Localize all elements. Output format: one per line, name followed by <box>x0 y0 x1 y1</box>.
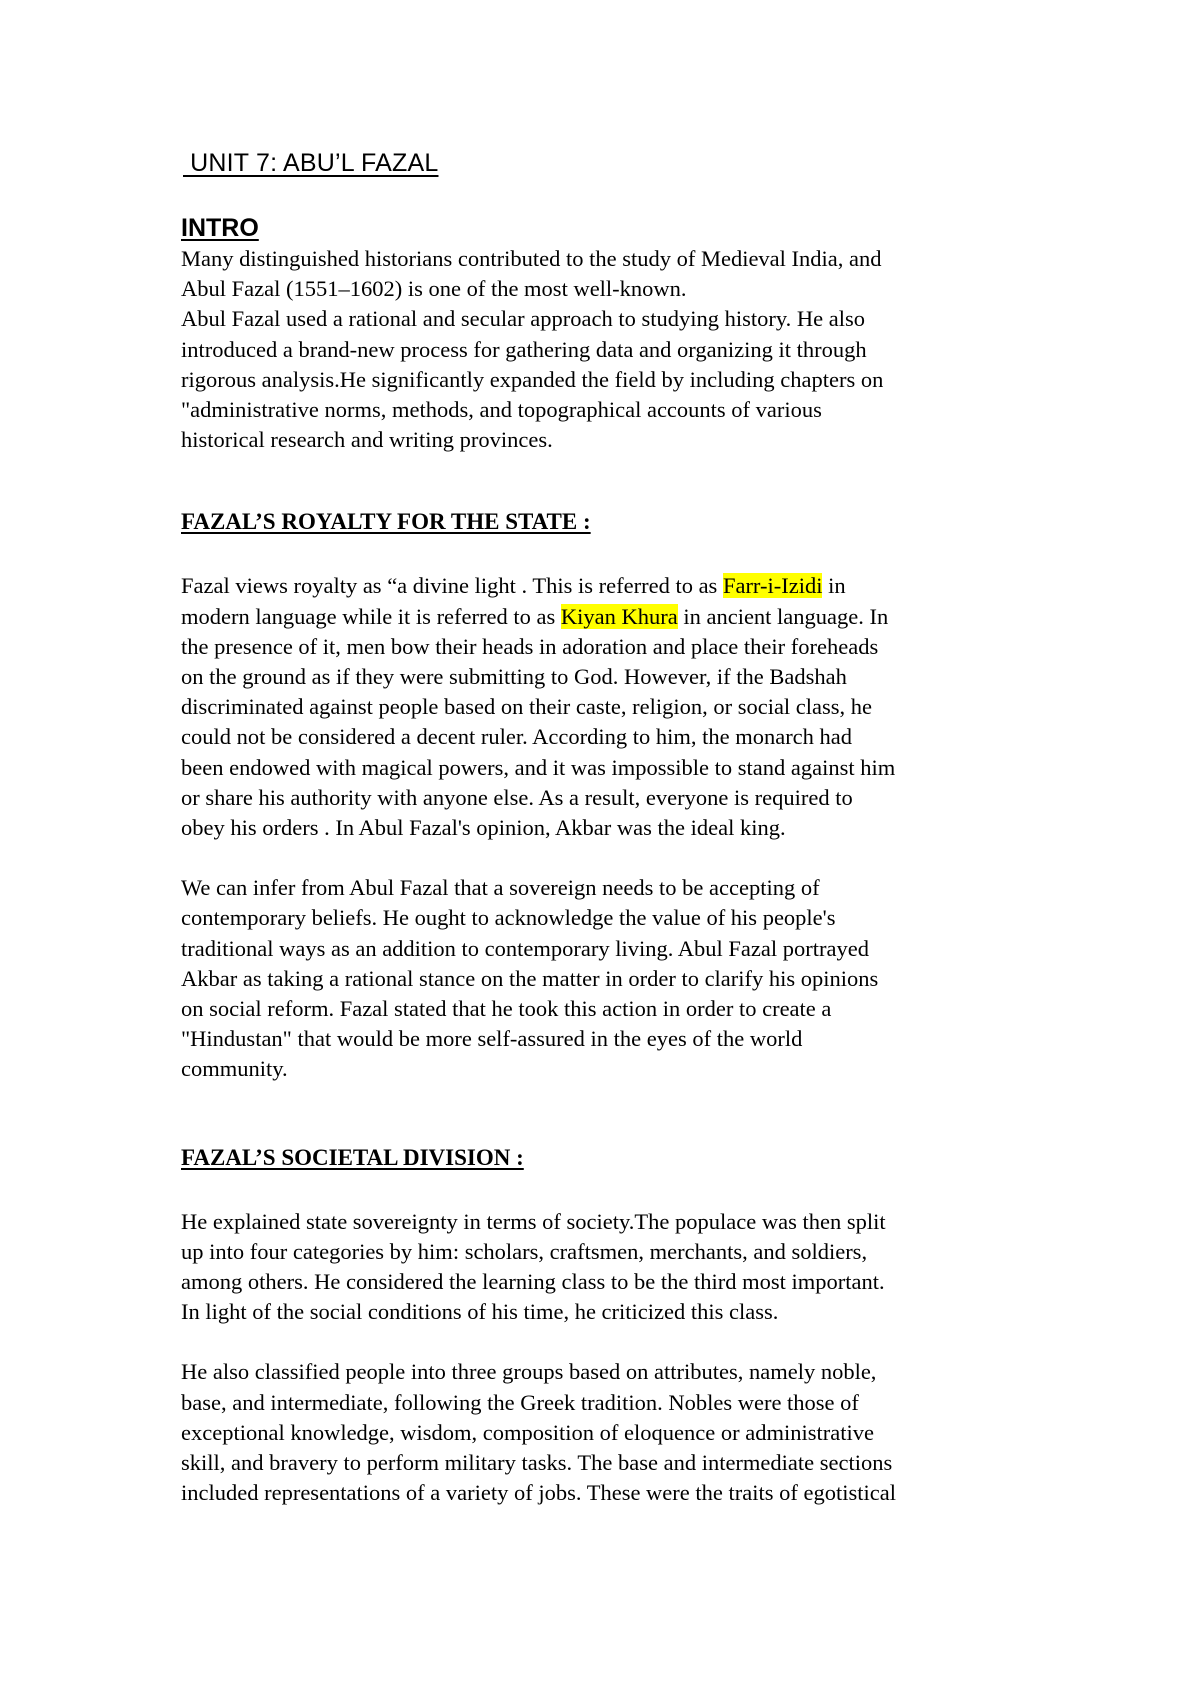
division-paragraph-1 <box>181 1207 1081 1328</box>
division-paragraph-2 <box>181 1357 1081 1508</box>
division-heading: FAZAL’S SOCIETAL DIVISION : <box>181 1144 524 1170</box>
text-line: on the ground as if they were submitting to God. However, if the Badshah <box>181 664 847 690</box>
text-segment: in <box>822 573 846 599</box>
intro-heading: INTRO <box>181 214 259 242</box>
text-line: on social reform. Fazal stated that he took this action in order to create a <box>181 996 832 1022</box>
text-line: introduced a brand-new process for gathering data and organizing it through <box>181 336 867 362</box>
text-line: exceptional knowledge, wisdom, composition of eloquence or administrative <box>181 1419 874 1445</box>
text-segment: modern language while it is referred to as <box>181 603 561 629</box>
text-segment: in ancient language. In <box>677 603 889 629</box>
text-line: or share his authority with anyone else. As a result, everyone is required to <box>181 784 853 810</box>
text-line: Abul Fazal used a rational and secular approach to studying history. He also <box>181 306 865 332</box>
royalty-paragraph-1 <box>181 571 1081 843</box>
text-line: Abul Fazal (1551–1602) is one of the most well-known. <box>181 276 687 302</box>
text-line: contemporary beliefs. He ought to acknowledge the value of his people's <box>181 905 836 931</box>
text-line: been endowed with magical powers, and it was impossible to stand against him <box>181 754 896 780</box>
text-line: historical research and writing provinces. <box>181 427 553 453</box>
royalty-paragraph-2 <box>181 873 1081 1084</box>
text-line: Akbar as taking a rational stance on the matter in order to clarify his opinions <box>181 965 879 991</box>
text-line: included representations of a variety of jobs. These were the traits of egotistical <box>181 1480 896 1506</box>
text-line: base, and intermediate, following the Greek tradition. Nobles were those of <box>181 1389 859 1415</box>
document-page <box>181 148 1081 1509</box>
text-line: the presence of it, men bow their heads in adoration and place their foreheads <box>181 633 879 659</box>
highlighted-term: Kiyan Khura <box>560 603 678 629</box>
text-line: "administrative norms, methods, and topographical accounts of various <box>181 397 822 423</box>
text-line: could not be considered a decent ruler. According to him, the monarch had <box>181 724 853 750</box>
text-line: In light of the social conditions of his time, he criticized this class. <box>181 1299 779 1325</box>
royalty-heading: FAZAL’S ROYALTY FOR THE STATE : <box>181 509 591 535</box>
text-line: rigorous analysis.He significantly expanded the field by including chapters on <box>181 366 884 392</box>
unit-title: UNIT 7: ABU’L FAZAL <box>183 149 439 177</box>
text-line: He also classified people into three groups based on attributes, namely noble, <box>181 1359 877 1385</box>
text-line: up into four categories by him: scholars, craftsmen, merchants, and soldiers, <box>181 1238 868 1264</box>
text-line: community. <box>181 1056 288 1082</box>
text-line: Many distinguished historians contributed to the study of Medieval India, and <box>181 246 882 271</box>
text-line: among others. He considered the learning class to be the third most important. <box>181 1269 885 1295</box>
text-line: discriminated against people based on their caste, religion, or social class, he <box>181 694 873 720</box>
intro-paragraph <box>181 244 1081 455</box>
text-line <box>181 602 1081 632</box>
text-line: We can infer from Abul Fazal that a sovereign needs to be accepting of <box>181 875 820 901</box>
text-line: "Hindustan" that would be more self-assured in the eyes of the world <box>181 1026 803 1052</box>
text-line: obey his orders . In Abul Fazal's opinion, Akbar was the ideal king. <box>181 815 786 841</box>
text-segment: Fazal views royalty as “a divine light . This is referred to as <box>181 573 723 599</box>
text-line: skill, and bravery to perform military tasks. The base and intermediate sections <box>181 1450 893 1476</box>
text-line: traditional ways as an addition to contemporary living. Abul Fazal portrayed <box>181 935 869 961</box>
text-line: He explained state sovereignty in terms of society.The populace was then split <box>181 1208 886 1234</box>
highlighted-term: Farr-i-Izidi <box>722 573 823 599</box>
text-line <box>181 571 1081 601</box>
